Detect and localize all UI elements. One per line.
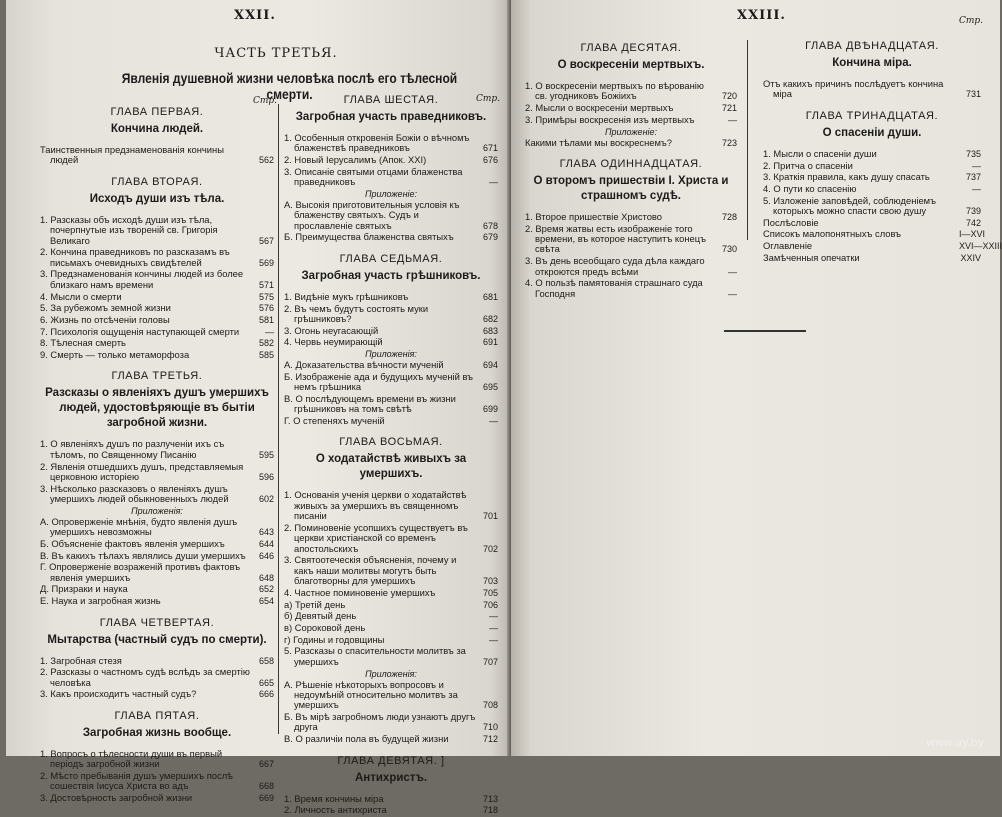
toc-entry-page: 643 [258, 527, 274, 538]
toc-entry [40, 338, 274, 348]
toc-entry [284, 337, 498, 347]
page-column-label: Стр. [959, 16, 984, 26]
toc-entry-page: 702 [482, 543, 498, 554]
toc-entry-page: 596 [258, 471, 274, 482]
toc-entry-text: В. О различіи пола въ будущей жизни [284, 733, 449, 745]
toc-entry-text: Какими тѣлами мы воскреснемъ? [525, 136, 673, 148]
toc-entry-text: 1. Видѣніе мукъ грѣшниковъ [284, 290, 409, 302]
toc-entry-page: 575 [258, 291, 274, 302]
toc-entry-page: — [972, 160, 981, 171]
toc-entry-text: 3. Примѣры воскресенія изъ мертвыхъ [525, 113, 695, 125]
toc-entry-page: 691 [482, 337, 498, 348]
toc-entry [284, 292, 498, 302]
toc-entry-page: 713 [482, 793, 498, 804]
toc-entry [284, 805, 498, 815]
chapter-heading: ГЛАВА ВОСЬМАЯ. [339, 436, 443, 449]
page-column-label: Стр. [476, 94, 501, 104]
toc-entry-text: 4. Мысли о смерти [40, 290, 122, 302]
toc-entry-page: 706 [482, 599, 498, 610]
toc-entry-text: А. Доказательства вѣчности мученій [284, 359, 444, 371]
toc-entry-text: 4. Червь неумирающій [284, 336, 383, 348]
toc-entry-text: Г. Опроверженіе возраженій противъ фактовъ явленія умершихъ [40, 561, 241, 583]
chapter-title: Кончина людей. [110, 123, 204, 135]
column-divider [747, 40, 748, 240]
toc-entry-text: 3. Огонь неугасающій [284, 324, 379, 336]
toc-entry-page: 665 [258, 677, 274, 688]
toc-entry [284, 555, 498, 586]
toc-entry [284, 304, 498, 325]
toc-entry-page: I—XVI [959, 229, 986, 240]
toc-entry [284, 646, 498, 667]
toc-entry-page: 703 [482, 576, 498, 587]
toc-entry-text: 1. Разсказы объ исходѣ души изъ тѣла, почерпнутые изъ твореній св. Григорія Великаго [40, 213, 218, 246]
toc-entry-text: 5. Разсказы о спасительности молитвъ за умершихъ [284, 645, 466, 667]
toc-entry [525, 103, 737, 113]
chapter-heading: ГЛАВА ПЯТАЯ. [114, 709, 200, 722]
toc-entry-text: В. О послѣдующемъ времени въ жизни грѣшниковъ на томъ свѣтѣ [284, 392, 456, 415]
toc-column [284, 94, 501, 817]
toc-entry-page: — [265, 326, 274, 337]
toc-entry-page: — [728, 266, 737, 277]
toc-entry-page: XXIV [960, 252, 981, 263]
chapter-title: О воскресеніи мертвыхъ. [557, 59, 705, 71]
toc-entry-text: 3. Святоотеческія объясненія, почему и какъ наши молитвы могутъ быть благотворны для умершихъ [284, 554, 457, 587]
toc-entry-text: 5. Изложеніе заповѣдей, соблюденіемъ которыхъ можно спасти свою душу [763, 194, 936, 217]
toc-entry [763, 218, 981, 228]
toc-entry-page: 654 [258, 596, 274, 607]
toc-entry-page: 742 [965, 217, 981, 228]
toc-entry [525, 256, 737, 277]
toc-column [763, 40, 1002, 265]
toc-entry [40, 303, 274, 313]
toc-entry [40, 667, 274, 688]
toc-entry-page: 681 [482, 291, 498, 302]
chapter-heading: ГЛАВА ОДИННАДЦАТАЯ. [559, 157, 703, 170]
toc-entry-page: 668 [258, 781, 274, 792]
toc-entry [284, 416, 498, 426]
toc-entry-page: 666 [258, 689, 274, 700]
chapter-heading: ГЛАВА ТРИНАДЦАТАЯ. [805, 109, 939, 122]
toc-entry-text: Таинственныя предзнаменованія кончины людей [40, 144, 224, 166]
toc-entry-page: 728 [721, 211, 737, 222]
toc-entry-page: 712 [482, 734, 498, 745]
toc-entry-page: 718 [482, 805, 498, 816]
toc-entry [40, 517, 274, 538]
appendix-label: Приложеніе: [364, 188, 418, 199]
toc-entry [763, 196, 981, 217]
toc-entry-page: 720 [721, 91, 737, 102]
toc-entry-text: 3. Нѣсколько разсказовъ о явленіяхъ душъ умершихъ людей обыкновенныхъ людей [40, 482, 229, 505]
toc-entry [40, 551, 274, 561]
toc-entry-page: 676 [482, 155, 498, 166]
toc-entry-page: 567 [258, 235, 274, 246]
toc-entry-text: 1. О явленіяхъ душъ по разлученіи ихъ съ тѣломъ, по Священному Писанію [40, 438, 225, 460]
toc-entry [763, 79, 981, 100]
toc-entry [763, 149, 981, 159]
toc-entry [40, 462, 274, 483]
chapter-heading: ГЛАВА ЧЕТВЕРТАЯ. [99, 616, 215, 629]
toc-entry [40, 539, 274, 549]
toc-entry-text: Б. Объясненіе фактовъ явленія умершихъ [40, 537, 225, 549]
toc-entry [40, 145, 274, 166]
page-number: XXII. [234, 8, 276, 23]
chapter-heading: ГЛАВА ДЕВЯТАЯ. ] [337, 754, 445, 767]
toc-entry [284, 611, 498, 621]
toc-entry-page: 683 [482, 325, 498, 336]
toc-entry-text: 7. Психологія ощущенія наступающей смерти [40, 325, 240, 337]
toc-entry-text: А. Рѣшеніе нѣкоторыхъ вопросовъ и недоумѣній относительно молитвъ за умершихъ [284, 678, 458, 711]
toc-entry-text: 6. Жизнь по отсѣченіи головы [40, 313, 170, 325]
toc-entry [284, 523, 498, 554]
toc-entry [40, 247, 274, 268]
toc-entry-text: 9. Смерть — только метаморфоза [40, 349, 190, 361]
toc-entry-page: — [728, 288, 737, 299]
toc-entry [763, 161, 981, 171]
toc-entry-text: 1. Загробная стезя [40, 654, 122, 666]
toc-entry-text: Списокъ малопонятныхъ словъ [763, 228, 902, 240]
chapter-title: О спасеніи души. [822, 126, 922, 139]
chapter-title: Загробная участь праведниковъ. [295, 111, 487, 123]
toc-entry-page: 701 [482, 511, 498, 522]
toc-entry-text: 2. Личность антихриста [284, 804, 387, 816]
toc-entry-text: а) Третій день [284, 598, 346, 610]
chapter-title: О второмъ пришествіи І. Христа и страшномъ судѣ. [533, 174, 729, 202]
toc-entry [40, 327, 274, 337]
appendix-label: Приложеніе: [604, 126, 658, 137]
toc-entry-text: А. Опроверженіе мнѣнія, будто явленія душъ умершихъ невозможны [40, 515, 238, 538]
toc-entry [284, 167, 498, 188]
toc-entry-page: 658 [258, 655, 274, 666]
toc-entry [284, 588, 498, 598]
toc-entry-text: 3. Описаніе святыми отцами блаженства праведниковъ [284, 165, 463, 188]
chapter-heading: ГЛАВА ПЕРВАЯ. [110, 106, 204, 118]
chapter-title: Загробная участь грѣшниковъ. [301, 269, 481, 282]
toc-entry-text: 5. За рубежомъ земной жизни [40, 302, 171, 314]
toc-entry [40, 596, 274, 606]
left-page [6, 0, 511, 816]
toc-entry [763, 228, 986, 240]
toc-entry-page: 582 [258, 338, 274, 349]
toc-entry-text: Отъ какихъ причинъ послѣдуетъ кончина міра [763, 78, 944, 100]
toc-entry [40, 315, 274, 325]
toc-column [525, 42, 737, 300]
toc-entry-text: 2. Поминовеніе усопшихъ существуетъ въ церкви христіанской со временъ апостольскихъ [284, 521, 468, 554]
column-divider [278, 104, 279, 734]
toc-entry [40, 656, 274, 666]
toc-entry-page: 581 [258, 314, 274, 325]
toc-entry [284, 360, 498, 370]
toc-entry-page: 571 [258, 279, 274, 290]
toc-entry [40, 562, 274, 583]
end-rule [724, 330, 806, 332]
toc-entry-page: 669 [258, 792, 274, 803]
toc-entry-text: 2. Разсказы о частномъ судѣ вслѣдъ за смертію человѣка [40, 666, 250, 688]
toc-entry [40, 749, 274, 770]
page-column-label: Стр. [253, 96, 278, 106]
toc-entry-text: 1. Особенныя откровенія Божіи о вѣчномъ блаженствѣ праведниковъ [284, 132, 470, 154]
toc-entry [284, 623, 498, 633]
toc-entry [763, 184, 981, 194]
toc-entry [40, 439, 274, 460]
toc-entry-page: — [972, 183, 981, 194]
toc-entry-text: 3. Въ день всеобщаго суда дѣла каждаго откроются предъ всѣми [525, 255, 705, 277]
toc-entry-text: 1. Время кончины міра [284, 792, 384, 804]
toc-entry-text: Г. О степеняхъ мученій [284, 414, 385, 426]
toc-entry-page: 705 [482, 587, 498, 598]
toc-entry-page: — [489, 177, 498, 188]
toc-entry-text: в) Сороковой день [284, 622, 366, 634]
toc-entry-text: 2. Явленія отшедшихъ душъ, представляемыя церковною исторіею [40, 460, 244, 482]
toc-entry [525, 81, 737, 102]
toc-entry [40, 793, 274, 803]
toc-entry-text: 3. Предзнаменованія кончины людей из более близкаго намъ времени [40, 268, 244, 290]
toc-entry [284, 200, 498, 231]
toc-entry-text: 2. Время жатвы есть изображеніе того времени, въ которое наступитъ конецъ свѣта [525, 222, 706, 255]
toc-entry-text: 3. Какъ происходитъ частный судъ? [40, 688, 197, 700]
toc-entry-text: 1. Мысли о спасеніи души [763, 147, 877, 159]
toc-entry [763, 172, 981, 182]
toc-entry [40, 484, 274, 505]
part-subtitle: Явленія душевной жизни человѣка послѣ его тѣлесной смерти. [121, 70, 458, 102]
watermark: www.ay.by [925, 736, 984, 749]
toc-entry-text: 3. Краткія правила, какъ душу спасать [763, 171, 930, 183]
appendix-label: Приложенія: [131, 505, 183, 516]
toc-entry-page: 652 [258, 584, 274, 595]
chapter-heading: ГЛАВА ВТОРАЯ. [111, 175, 203, 188]
toc-entry-page: 678 [482, 220, 498, 231]
toc-entry-text: 2. Мысли о воскресеніи мертвыхъ [525, 102, 674, 114]
toc-entry [525, 224, 737, 255]
toc-entry-page: 595 [258, 449, 274, 460]
chapter-heading: ГЛАВА ТРЕТЬЯ. [111, 370, 203, 383]
toc-entry [40, 584, 274, 594]
toc-entry [40, 269, 274, 290]
toc-entry-text: 1. Вопросъ о тѣлесности души въ первый періодъ загробной жизни [40, 747, 223, 770]
toc-entry-text: 4. О пути ко спасенію [763, 182, 857, 194]
toc-entry-text: Оглавленіе [763, 240, 813, 252]
toc-entry-page: 731 [965, 89, 981, 100]
toc-entry-page: 602 [258, 494, 274, 505]
toc-entry-page: — [728, 114, 737, 125]
toc-entry [40, 215, 274, 246]
toc-entry-page: 585 [258, 350, 274, 361]
toc-entry-text: А. Высокія приготовительныя условія къ блаженству святыхъ. Судъ и прославленіе святыхъ [284, 198, 460, 231]
toc-entry [284, 326, 498, 336]
chapter-title: Мытарства (частный судъ по смерти). [47, 633, 267, 646]
toc-entry [525, 278, 737, 299]
toc-entry-text: 4. Частное поминовеніе умершихъ [284, 586, 436, 598]
toc-entry-text: 8. Тѣлесная смерть [40, 337, 126, 349]
toc-entry-text: 2. Кончина праведниковъ по разсказамъ въ письмахъ очевидныхъ свидѣтелей [40, 246, 230, 268]
appendix-label: Приложенія: [365, 668, 417, 679]
toc-entry [525, 212, 737, 222]
chapter-heading: ГЛАВА ДЕСЯТАЯ. [580, 42, 682, 54]
toc-entry-page: 695 [482, 382, 498, 393]
toc-entry-page: 576 [258, 303, 274, 314]
right-page [511, 0, 1000, 756]
toc-entry-text: Д. Призраки и наука [40, 583, 128, 595]
toc-entry-text: 3. Достовѣрность загробной жизни [40, 791, 193, 803]
toc-entry-page: 682 [482, 313, 498, 324]
toc-column [40, 106, 274, 805]
toc-entry-text: г) Годины и годовщины [284, 633, 385, 645]
page-number: XXIII. [737, 8, 786, 23]
chapter-title: Антихристъ. [354, 771, 428, 784]
toc-entry-text: Е. Наука и загробная жизнь [40, 595, 161, 607]
toc-entry [284, 734, 498, 744]
toc-entry-text: Послѣсловіе [763, 216, 819, 228]
chapter-title: Разсказы о явленіяхъ душъ умершихъ людей, удостовѣряющіе въ бытіи загробной жизни. [45, 387, 269, 430]
toc-entry-page: 739 [965, 206, 981, 217]
toc-entry [763, 253, 981, 263]
toc-entry-text: 2. Мѣсто пребыванія душъ умершихъ послѣ сошествія Іисуса Христа во адъ [40, 769, 233, 792]
toc-entry-page: 710 [482, 722, 498, 733]
chapter-heading: ГЛАВА ШЕСТАЯ. [343, 94, 439, 106]
toc-entry-page: — [489, 623, 498, 634]
toc-entry-text: 2. Въ чемъ будутъ состоять муки грѣшниковъ? [284, 302, 429, 324]
toc-entry-page: 679 [482, 232, 498, 243]
toc-entry [284, 155, 498, 165]
chapter-title: Исходъ души изъ тѣла. [89, 192, 225, 205]
toc-entry-text: 1. Основанія ученія церкви о ходатайствѣ живыхъ за умершихъ въ священномъ писаніи [284, 489, 467, 522]
toc-entry-page: 723 [721, 137, 737, 148]
toc-entry-text: Б. Въ мірѣ загробномъ люди узнаютъ другъ друга [284, 711, 476, 733]
toc-entry-page: — [489, 634, 498, 645]
toc-entry-page: 644 [258, 538, 274, 549]
toc-entry-page: 671 [482, 143, 498, 154]
toc-entry [40, 292, 274, 302]
toc-entry-page: XVI—XXIII [959, 241, 1002, 252]
toc-entry [284, 490, 498, 521]
toc-entry-page: — [489, 611, 498, 622]
toc-entry [40, 689, 274, 699]
toc-entry [525, 115, 737, 125]
toc-entry-text: В. Въ какихъ тѣлахъ являлись души умершихъ [40, 549, 246, 561]
toc-entry [284, 712, 498, 733]
toc-entry [284, 600, 498, 610]
chapter-heading: ГЛАВА СЕДЬМАЯ. [339, 252, 443, 265]
toc-entry [284, 133, 498, 154]
toc-entry-text: 1. Второе пришествіе Христово [525, 210, 663, 222]
toc-entry-text: 2. Притча о спасеніи [763, 159, 853, 171]
toc-entry [40, 771, 274, 792]
appendix-label: Приложенія: [365, 349, 417, 360]
toc-entry [284, 794, 498, 804]
toc-entry-page: 694 [482, 360, 498, 371]
toc-entry [525, 138, 737, 148]
toc-entry [763, 240, 1002, 252]
toc-entry [284, 680, 498, 711]
toc-entry-page: 730 [721, 244, 737, 255]
chapter-title: О ходатайствѣ живыхъ за умершихъ. [315, 453, 467, 481]
toc-entry-page: 562 [258, 155, 274, 166]
toc-entry [284, 232, 498, 242]
toc-entry-page: 735 [965, 148, 981, 159]
toc-entry [40, 350, 274, 360]
toc-entry-page: — [489, 415, 498, 426]
toc-entry-page: 667 [258, 759, 274, 770]
toc-entry-text: б) Девятый день [284, 610, 357, 622]
toc-entry-page: 737 [965, 172, 981, 183]
toc-entry-text: Б. Преимущества блаженства святыхъ [284, 231, 454, 243]
toc-entry [284, 372, 498, 393]
toc-entry-text: 2. Новый Іерусалимъ (Апок. XXI) [284, 154, 427, 166]
chapter-heading: ГЛАВА ДВѢНАДЦАТАЯ. [805, 40, 939, 52]
toc-entry-page: 648 [258, 572, 274, 583]
chapter-title: Кончина міра. [832, 57, 912, 69]
toc-entry [284, 635, 498, 645]
toc-entry-page: 721 [721, 103, 737, 114]
chapter-title: Загробная жизнь вообще. [82, 726, 232, 739]
toc-entry-page: 699 [482, 404, 498, 415]
toc-entry-page: 646 [258, 550, 274, 561]
toc-entry-text: 4. О пользѣ памятованія страшнаго суда Господня [525, 277, 703, 299]
toc-entry-text: Б. Изображеніе ада и будущихъ мученій въ немъ грѣшника [284, 370, 473, 393]
toc-entry-page: 707 [482, 656, 498, 667]
toc-entry-text: Замѣченныя опечатки [763, 251, 860, 263]
toc-entry-page: 708 [482, 700, 498, 711]
toc-entry-page: 569 [258, 257, 274, 268]
toc-entry-text: 1. О воскресеніи мертвыхъ по вѣрованію св. угодниковъ Божіихъ [525, 80, 704, 102]
toc-entry [284, 394, 498, 415]
part-title: ЧАСТЬ ТРЕТЬЯ. [214, 46, 338, 61]
